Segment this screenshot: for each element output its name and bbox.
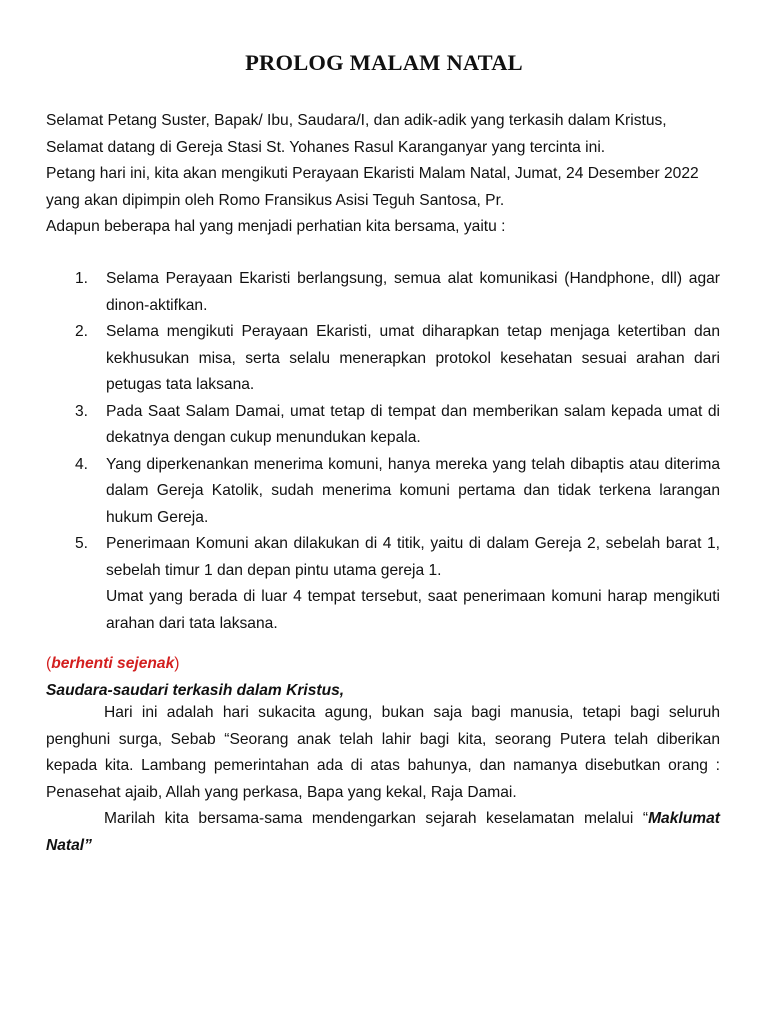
list-item-text: Selama Perayaan Ekaristi berlangsung, semua alat komunikasi (Handphone, dll) agar dinon-aktifkan. xyxy=(106,270,720,314)
pause-text: berhenti sejenak xyxy=(51,655,175,672)
list-item xyxy=(46,266,720,319)
document-title: PROLOG MALAM NATAL xyxy=(245,50,523,75)
paragraph-christmas-joy: Hari ini adalah hari sukacita agung, bukan saja bagi manusia, tetapi bagi seluruh penghuni surga, Sebab “Seorang anak telah lahir bagi kita, seorang Putera telah diberikan kepada kita. Lambang pemerintahan ada di atas bahunya, dan namanya disebutkan orang : Penasehat ajaib, Allah yang perkasa, Bapa yang kekal, Raja Damai. xyxy=(46,704,720,801)
list-item-note: Umat yang berada di luar 4 tempat tersebut, saat penerimaan komuni harap mengikuti arahan dari tata laksana. xyxy=(106,588,720,632)
proclamation-title: Maklumat Natal” xyxy=(46,810,720,854)
list-item xyxy=(46,319,720,399)
list-item-text: Penerimaan Komuni akan dilakukan di 4 titik, yaitu di dalam Gereja 2, sebelah barat 1, sebelah timur 1 dan depan pintu utama gereja 1. xyxy=(106,535,720,579)
list-item-number: 2. xyxy=(75,323,89,340)
list-item-text: Yang diperkenankan menerima komuni, hanya mereka yang telah dibaptis atau diterima dalam Gereja Katolik, sudah menerima komuni pertama dan tidak terkena larangan hukum Gereja. xyxy=(106,455,720,526)
intro-line: Selamat datang di Gereja Stasi St. Yohanes Rasul Karanganyar yang tercinta ini. xyxy=(46,138,606,156)
paragraph-proclamation-text: Marilah kita bersama-sama mendengarkan sejarah keselamatan melalui “ xyxy=(104,810,649,827)
list-item xyxy=(46,399,720,452)
intro-line: Selamat Petang Suster, Bapak/ Ibu, Saudara/I, dan adik-adik yang terkasih dalam Kristus, xyxy=(46,112,667,129)
list-item-number: 3. xyxy=(75,402,89,420)
paragraph-proclamation xyxy=(46,806,720,859)
list-item-number: 4. xyxy=(75,455,89,473)
intro-line: Adapun beberapa hal yang menjadi perhatian kita bersama, yaitu : xyxy=(46,218,506,235)
list-item-text: Pada Saat Salam Damai, umat tetap di tempat dan memberikan salam kepada umat di dekatnya dengan cukup menundukan kepala. xyxy=(106,402,720,446)
list-item-number: 1. xyxy=(75,270,89,287)
intro-line: yang akan dipimpin oleh Romo Fransikus Asisi Teguh Santosa, Pr. xyxy=(46,191,505,209)
list-item-number: 5. xyxy=(75,535,89,552)
list-item xyxy=(46,452,720,532)
list-item xyxy=(46,531,720,584)
pause-close-paren: ) xyxy=(174,655,180,672)
intro-section xyxy=(46,108,720,241)
intro-line: Petang hari ini, kita akan mengikuti Perayaan Ekaristi Malam Natal, Jumat, 24 Desember 2022 xyxy=(46,165,699,182)
list-item-text: Selama mengikuti Perayaan Ekaristi, umat diharapkan tetap menjaga ketertiban dan kekhusukan misa, serta selalu menerapkan protokol kesehatan sesuai arahan dari petugas tata laksana. xyxy=(106,323,720,393)
greeting-heading: Saudara-saudari terkasih dalam Kristus, xyxy=(46,682,345,699)
pause-instruction xyxy=(46,651,179,677)
instruction-list xyxy=(46,266,720,637)
pause-open-paren: ( xyxy=(46,655,52,672)
